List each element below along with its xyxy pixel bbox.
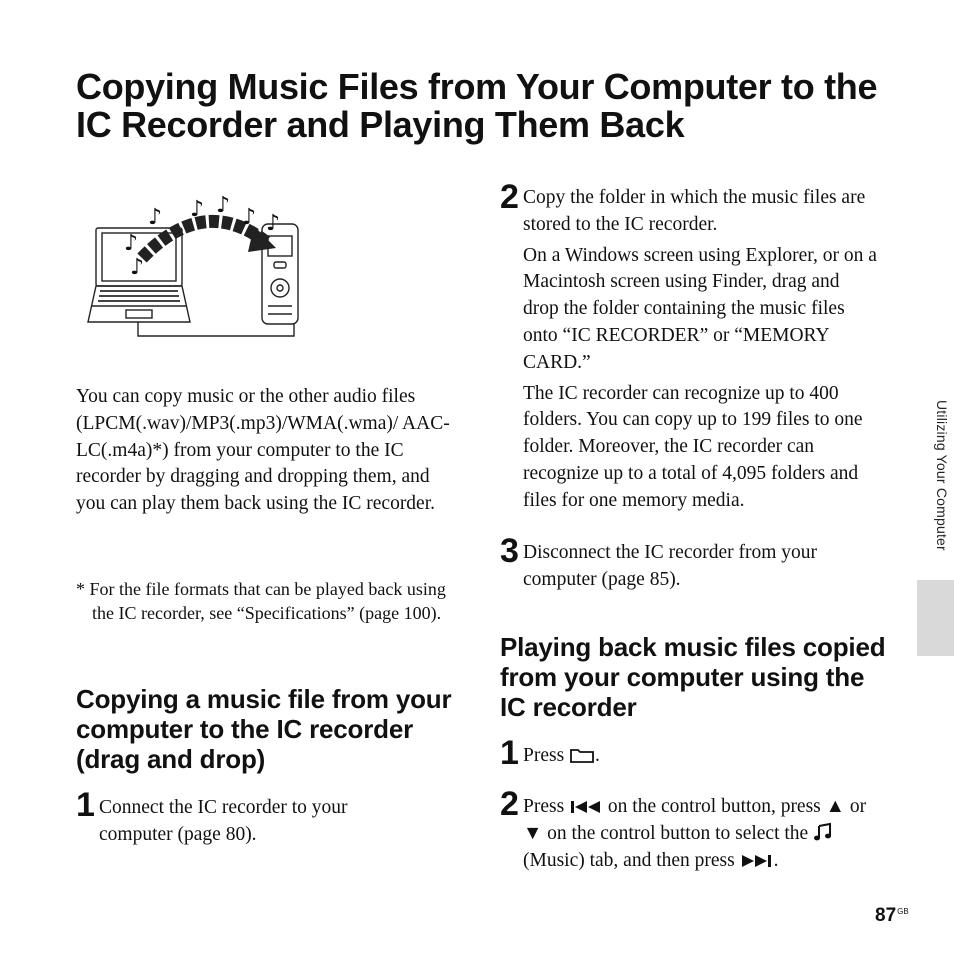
step-text-part: . (595, 745, 600, 766)
side-section-tab (917, 580, 954, 656)
svg-text:♪: ♪ (190, 197, 205, 222)
step-detail: The IC recorder can recognize up to 400 folders. You can copy up to 199 files to one folder. Moreover, the IC recorder can recognize up to a total of 4,095 folders and files for one memory media. (523, 382, 863, 511)
step-text-part: . (773, 849, 779, 871)
side-section-label: Utilizing Your Computer (934, 400, 950, 551)
section-play-heading: Playing back music files copied from your computer using the IC recorder (500, 632, 886, 722)
step-detail: On a Windows screen using Explorer, or on a Macintosh screen using Finder, drag and drop the folder containing the music files onto “IC RECORDER” or “MEMORY CARD.” (523, 244, 877, 373)
step-number: 2 (500, 785, 519, 823)
step-text-part: Press (523, 745, 565, 766)
next-track-icon (740, 853, 774, 869)
previous-track-icon (569, 799, 603, 815)
step-number: 3 (500, 532, 519, 570)
footnote: * For the file formats that can be played back using the IC recorder, see “Specifications” (page 100). (76, 579, 446, 623)
svg-text:♪: ♪ (124, 231, 139, 256)
music-note-icon (813, 822, 833, 842)
step-text-part: Press (523, 796, 565, 817)
svg-text:♪: ♪ (216, 196, 231, 218)
step-2-block (523, 185, 878, 515)
step-number: 2 (500, 178, 519, 216)
step-text: Connect the IC recorder to your computer (page 80). (99, 797, 348, 845)
page-number-value: 87 (875, 905, 897, 926)
step-text: Copy the folder in which the music files are stored to the IC recorder. (523, 187, 866, 235)
page-number (875, 905, 909, 927)
svg-text:♪: ♪ (266, 211, 281, 236)
computer-to-recorder-illustration (86, 196, 316, 342)
page-title: Copying Music Files from Your Computer to the IC Recorder and Playing Them Back (76, 66, 878, 145)
section-copy-heading: Copying a music file from your computer to the IC recorder (drag and drop) (76, 684, 452, 774)
svg-text:♪: ♪ (242, 205, 257, 230)
step-number: 1 (500, 734, 519, 772)
svg-text:♪: ♪ (148, 205, 163, 230)
folder-icon (569, 746, 595, 764)
page-number-suffix: GB (897, 907, 909, 916)
svg-text:♪: ♪ (130, 255, 145, 280)
step-text (523, 794, 883, 874)
step-text-part: (Music) tab, and then press (523, 849, 735, 871)
intro-text: You can copy music or the other audio files (LPCM(.wav)/MP3(.mp3)/WMA(.wma)/ AAC-LC(.m4a)*) from your computer to the IC recorder by dragging and dropping them, and you can play them back using the IC recorder. (76, 386, 450, 515)
step-text: Disconnect the IC recorder from your computer (page 85). (523, 542, 818, 590)
step-number: 1 (76, 786, 95, 824)
step-text (523, 743, 863, 770)
step-text-part: on the control button, press ▲ or ▼ on the control button to select the (523, 796, 867, 844)
